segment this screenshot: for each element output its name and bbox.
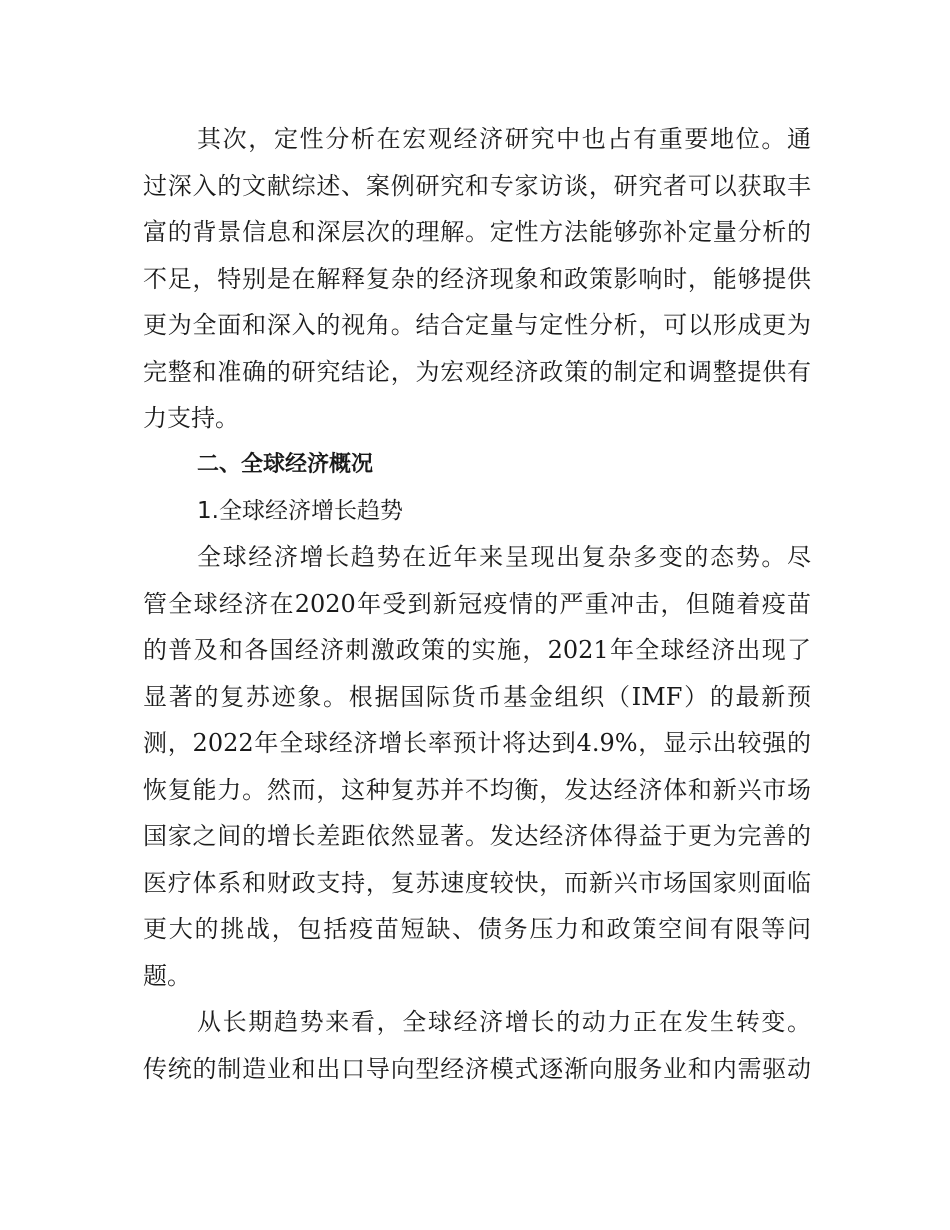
- paragraph-2-line: 全球经济增长趋势在近年来呈现出复杂多变的态势。尽: [197, 543, 811, 571]
- paragraph-1-line: 完整和准确的研究结论，为宏观经济政策的制定和调整提供有: [143, 358, 811, 386]
- paragraph-2-line: 医疗体系和财政支持，复苏速度较快，而新兴市场国家则面临: [143, 869, 811, 897]
- paragraph-1-line: 更为全面和深入的视角。结合定量与定性分析，可以形成更为: [143, 311, 811, 339]
- paragraph-2-line: 的普及和各国经济刺激政策的实施，2021年全球经济出现了: [143, 636, 811, 664]
- paragraph-2-line: 题。: [143, 962, 191, 990]
- subsection-heading: 1.全球经济增长趋势: [197, 498, 403, 524]
- paragraph-1-line: 力支持。: [143, 404, 239, 432]
- paragraph-2-line: 测，2022年全球经济增长率预计将达到4.9%，显示出较强的: [143, 729, 811, 757]
- paragraph-1-line: 其次，定性分析在宏观经济研究中也占有重要地位。通: [197, 125, 811, 153]
- paragraph-2-line: 更大的挑战，包括疫苗短缺、债务压力和政策空间有限等问: [143, 915, 811, 943]
- paragraph-3-line: 从长期趋势来看，全球经济增长的动力正在发生转变。: [197, 1008, 811, 1036]
- paragraph-2-line: 恢复能力。然而，这种复苏并不均衡，发达经济体和新兴市场: [143, 776, 811, 804]
- section-heading: 二、全球经济概况: [197, 452, 374, 477]
- paragraph-2-line: 国家之间的增长差距依然显著。发达经济体得益于更为完善的: [143, 822, 811, 850]
- paragraph-1-line: 不足，特别是在解释复杂的经济现象和政策影响时，能够提供: [143, 265, 811, 293]
- paragraph-2-line: 管全球经济在2020年受到新冠疫情的严重冲击，但随着疫苗: [143, 590, 811, 618]
- paragraph-1-line: 过深入的文献综述、案例研究和专家访谈，研究者可以获取丰: [143, 172, 811, 200]
- paragraph-2-line: 显著的复苏迹象。根据国际货币基金组织（IMF）的最新预: [143, 683, 811, 711]
- paragraph-3-line: 传统的制造业和出口导向型经济模式逐渐向服务业和内需驱动: [143, 1055, 811, 1083]
- paragraph-1-line: 富的背景信息和深层次的理解。定性方法能够弥补定量分析的: [143, 218, 811, 246]
